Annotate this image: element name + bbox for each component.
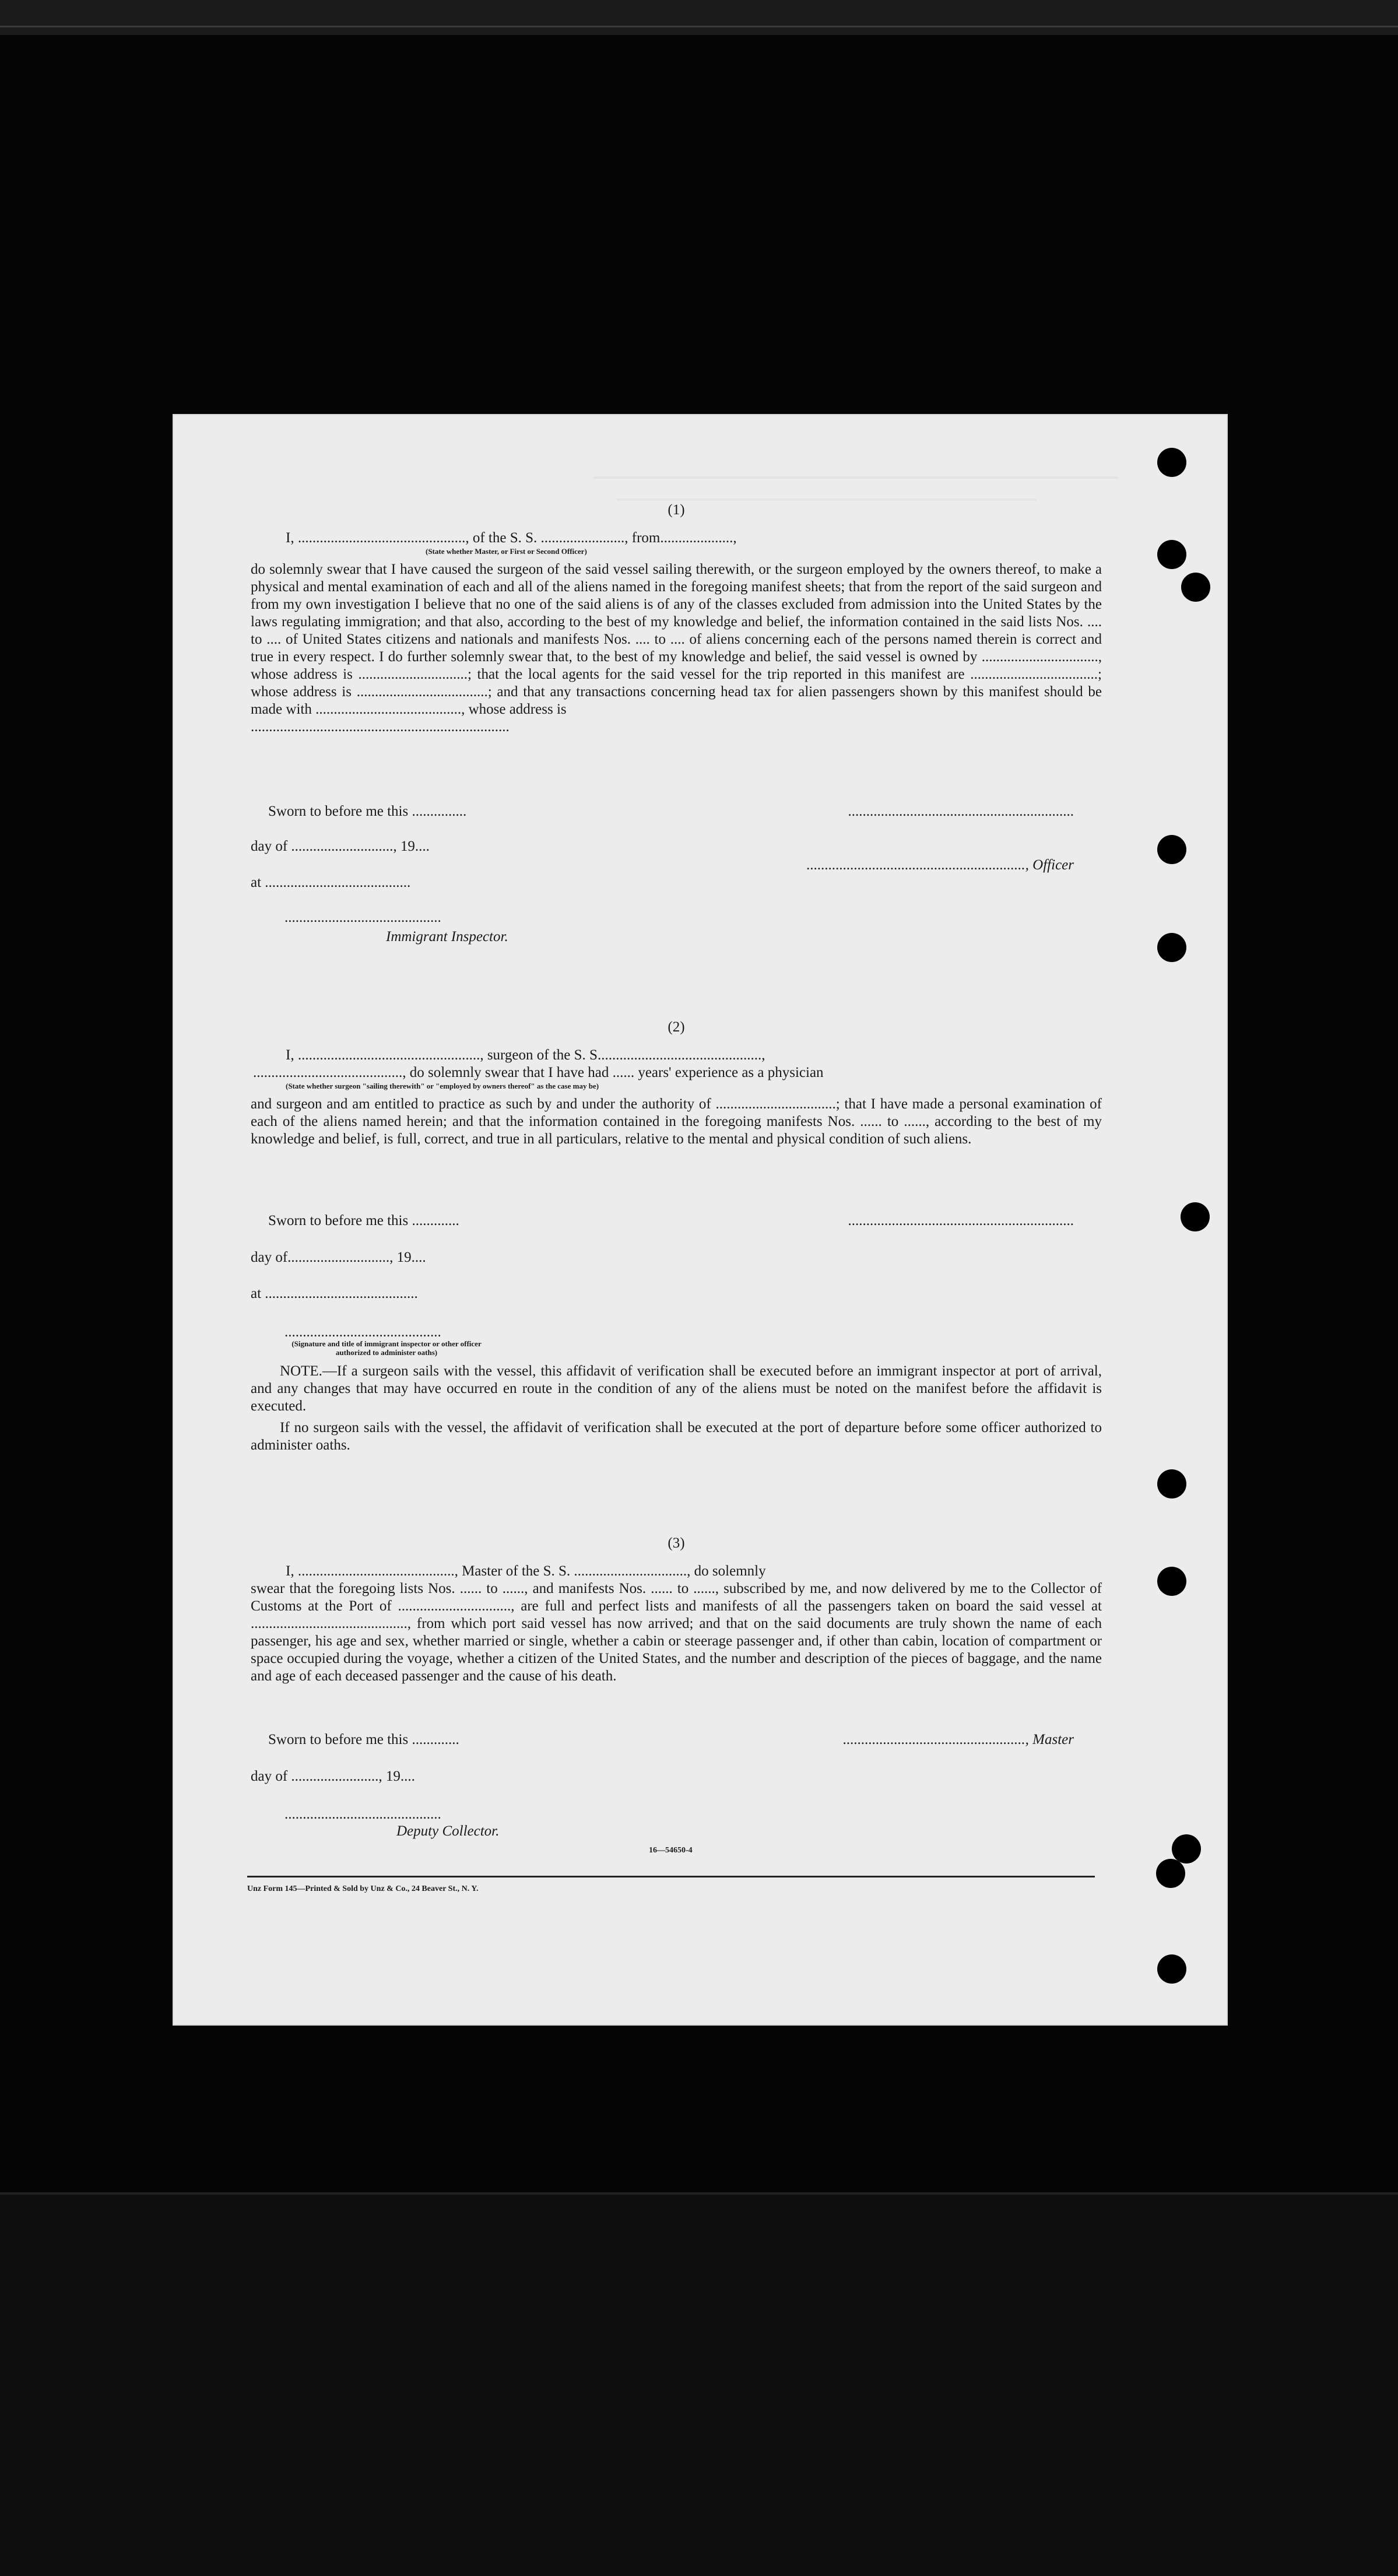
punch-hole [1157,835,1186,864]
note-paragraph-2: If no surgeon sails with the vessel, the affidavit of verification shall be executed at the port of departure before some officer authorized to administer oaths. [251,1420,1102,1453]
punch-hole [1157,540,1186,569]
place-line: at .......................................... [251,1286,418,1301]
section-number: (3) [668,1535,685,1551]
film-strip-top [0,0,1398,35]
form-number: 16—54650-4 [649,1846,693,1855]
punch-hole [1157,1469,1186,1498]
oath-body-end: ....................................................................... [251,719,510,735]
document-page [174,415,1227,2024]
oath-body: do solemnly swear that I have caused the surgeon of the said vessel sailing therewith, or the surgeon employed by the owners thereof, to make a physical and mental examination of each and all of the aliens named in the foregoing manifest sheets; that from the report of the said surgeon and from my own investigation I believe that no one of the said aliens is of any of the classes excluded from admission into the United States by the laws regulating immigration; and that also, according to the best of my knowledge and belief, the information contained in the said lists Nos. .... to .... of United States citizens and nationals and manifests Nos. .... to .... of aliens concerning each of the persons named therein is correct and true in every respect. I do further solemnly swear that, to the best of my knowledge and belief, the said vessel is owned by ................................, whose address is ..............................; that the local agents for the said vessel for the trip reported in this manifest are ...................................; whose address is ....................................; and that any transactions concerning head tax for alien passengers shown by this manifest should be made with ........................................, whose address is [251,561,1102,717]
deponent-signature-line: .............................................................. [848,1213,1074,1229]
oath-body: swear that the foregoing lists Nos. ...... to ......, and manifests Nos. ...... to ......, subscribed by me, and now delivered by me to the Collector of Customs at the Port of ..............................., are full and perfect lists and manifests of all the passengers taken on board the said vessel at ..........................................., from which port said vessel has now arrived; and that on the said documents are truly shown the name of each passenger, his age and sex, whether married or single, whether a cabin or steerage passenger and, if other than cabin, location of compartment or space occupied during the voyage, whether a citizen of the United States, and the number and description of the pieces of baggage, and the name and age of each deceased passenger and the cause of his death. [251,1581,1102,1684]
section-number: (2) [668,1019,685,1035]
punch-hole [1181,1202,1210,1231]
date-line: day of ............................, 19.... [251,838,430,854]
punch-hole [1157,448,1186,477]
officer-rank-hint: (State whether Master, or First or Second Officer) [426,547,587,556]
film-strip-bottom [0,2192,1398,2576]
officer-signature-line: ............................................................, Officer [806,857,1074,873]
place-line: at ........................................ [251,875,411,890]
signature-line: ........................................... [284,1324,441,1340]
signature-caption: (Signature and title of immigrant inspector or other officer authorized to administer oaths) [291,1339,482,1357]
section-number: (1) [668,502,685,518]
signature-line: ........................................... [284,910,441,925]
master-signature-line: .................................................., Master [843,1732,1074,1747]
punch-hole [1181,573,1210,602]
film-strip-bottom-edge [0,2192,1398,2195]
punch-hole [1157,1567,1186,1596]
note-paragraph: NOTE.—If a surgeon sails with the vessel, this affidavit of verification shall be executed before an immigrant inspector at port of arrival, and any changes that may have occurred en route in the condition of any of the aliens must be noted on the manifest before the affidavit is executed. [251,1363,1102,1414]
printer-imprint: Unz Form 145—Printed & Sold by Unz & Co., 24 Beaver St., N. Y. [247,1884,479,1893]
oath-opening-line: I, .................................................., surgeon of the S. S............................................., [286,1047,765,1063]
sworn-line: Sworn to before me this ............... [268,803,467,819]
oath-second-line: ........................................., do solemnly swear that I have had ...... years' experience as a physician [253,1065,824,1080]
sworn-line: Sworn to before me this ............. [268,1732,459,1747]
surgeon-status-hint: (State whether surgeon "sailing therewith" or "employed by owners thereof" as the case may be) [286,1082,599,1090]
sworn-line: Sworn to before me this ............. [268,1213,459,1229]
punch-hole [1157,933,1186,962]
film-strip-edge [0,26,1398,27]
footer-rule [247,1876,1095,1877]
affidavit-master [251,501,1102,736]
signer-title: Immigrant Inspector. [386,929,508,945]
deponent-signature-line: .............................................................. [848,803,1074,819]
date-line: day of ........................, 19.... [251,1768,415,1784]
oath-body: and surgeon and am entitled to practice as such by and under the authority of .................................; that I have made a personal examination of each of the aliens named herein; and that the information contained in the foregoing manifests Nos. ...... to ......, according to the best of my knowledge and belief, is full, correct, and true in all particulars, relative to the mental and physical condition of such aliens. [251,1096,1102,1147]
punch-hole [1157,1954,1186,1984]
oath-opening-line: I, ..........................................., Master of the S. S. ..............................., do solemnly [286,1563,766,1579]
affidavit-master-lists [251,1535,1102,1685]
signature-line: ........................................... [284,1806,441,1822]
signer-title: Deputy Collector. [396,1823,500,1839]
oath-opening-line: I, .............................................., of the S. S. ......................., from...................., [286,530,737,546]
date-line: day of............................, 19.... [251,1250,426,1265]
affidavit-surgeon [251,1019,1102,1148]
punch-hole [1156,1859,1185,1888]
punch-hole [1172,1834,1201,1863]
